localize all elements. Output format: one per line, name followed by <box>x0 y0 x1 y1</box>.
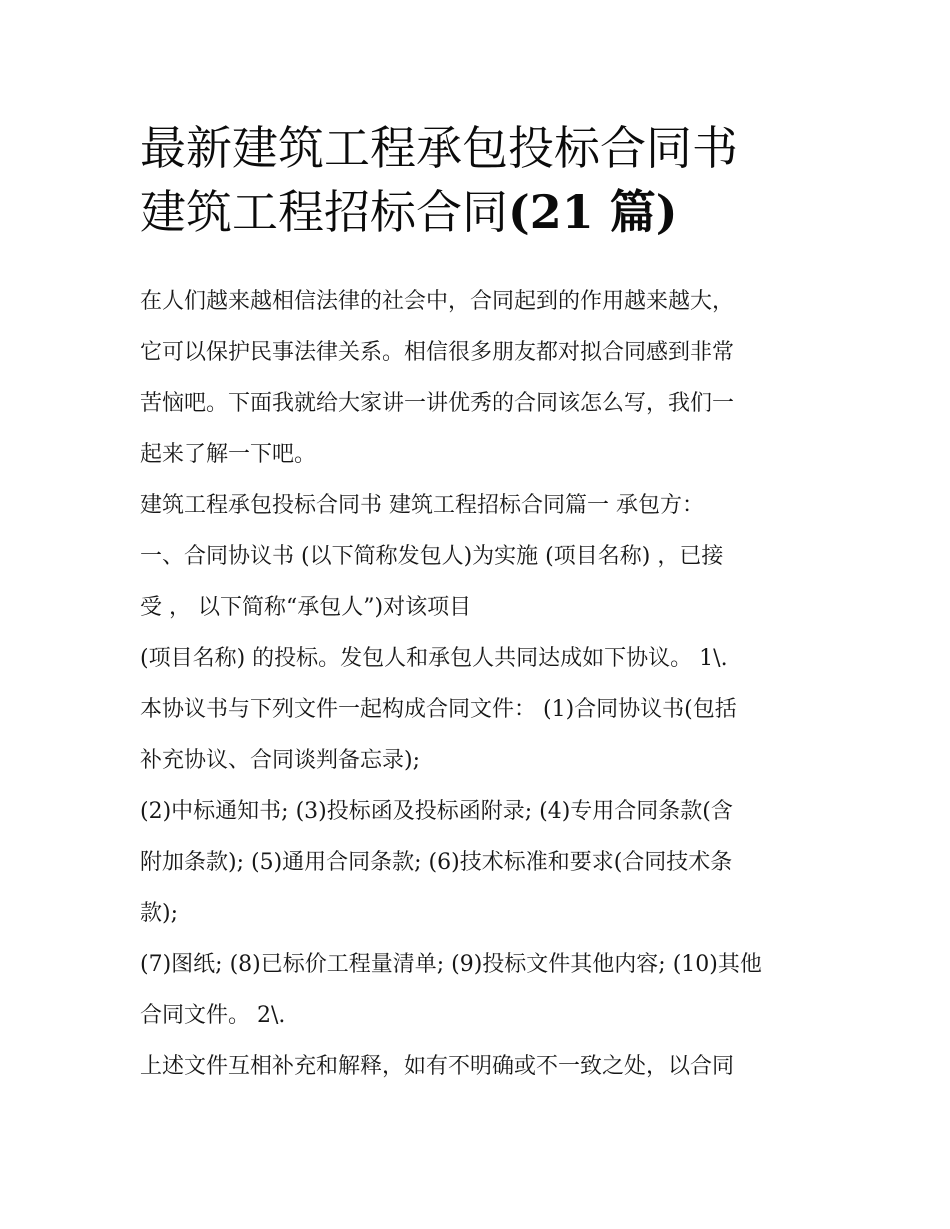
title-line-2-text: 建筑工程招标合同 <box>140 185 508 239</box>
body-line: 起来了解一下吧。 <box>140 442 317 467</box>
title-line-2-tail: 篇) <box>593 185 678 239</box>
body-line: (2)中标通知书; (3)投标函及投标函附录; (4)专用合同条款(含 <box>140 799 733 824</box>
body-line: 它可以保护民事法律关系。相信很多朋友都对拟合同感到非常 <box>140 340 735 365</box>
body-line: 款); <box>140 901 178 926</box>
body-line: 补充协议、合同谈判备忘录); <box>140 748 420 773</box>
body-line: (7)图纸; (8)已标价工程量清单; (9)投标文件其他内容; (10)其他 <box>140 952 762 977</box>
body-line: 苦恼吧。下面我就给大家讲一讲优秀的合同该怎么写，我们一 <box>140 391 735 416</box>
title-line-2-number: (21 <box>508 185 594 239</box>
body-line: 在人们越来越相信法律的社会中，合同起到的作用越来越大， <box>140 289 735 314</box>
document-body <box>140 276 820 1092</box>
title-line-1: 最新建筑工程承包投标合同书 <box>140 121 738 175</box>
document-title <box>140 116 840 244</box>
title-line-2 <box>140 180 840 244</box>
body-line: 本协议书与下列文件一起构成合同文件： (1)合同协议书(包括 <box>140 697 737 722</box>
body-line: 附加条款); (5)通用合同条款; (6)技术标准和要求(合同技术条 <box>140 850 733 875</box>
body-line: 合同文件。 2\. <box>140 1003 286 1028</box>
body-line: 建筑工程承包投标合同书 建筑工程招标合同篇一 承包方： <box>140 493 704 518</box>
body-line: 受 ， 以下简称“承包人”)对该项目 <box>140 595 472 620</box>
body-line: 上述文件互相补充和解释，如有不明确或不一致之处，以合同 <box>140 1054 735 1079</box>
body-line: 一、合同协议书 (以下简称发包人)为实施 (项目名称) ，已接 <box>140 544 724 569</box>
body-line: (项目名称) 的投标。发包人和承包人共同达成如下协议。 1\. <box>140 646 728 671</box>
